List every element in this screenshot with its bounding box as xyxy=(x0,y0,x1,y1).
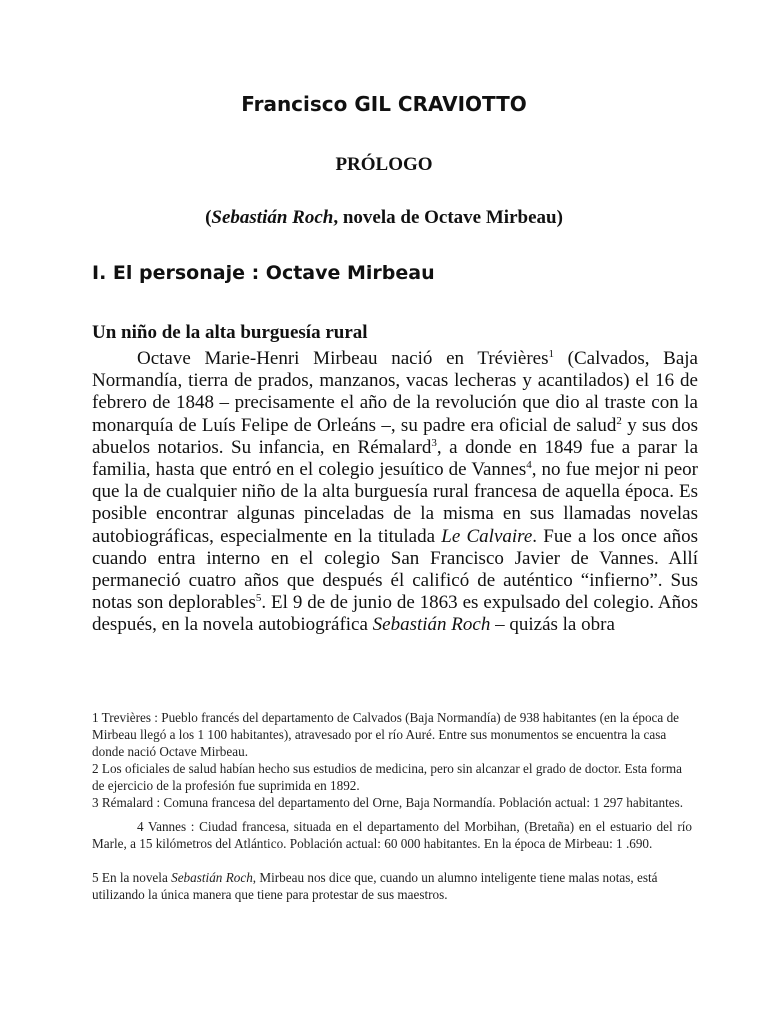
section-title: I. El personaje : Octave Mirbeau xyxy=(92,262,435,284)
body-text-run: Octave Marie-Henri Mirbeau nació en Trévières xyxy=(137,348,549,369)
footnote-2: 2 Los oficiales de salud habían hecho sus estudios de medicina, pero sin alcanzar el grado de doctor. Esta forma de ejercicio de la profesión fue suprimida en 1892. xyxy=(92,761,682,793)
italic-title-le-calvaire: Le Calvaire xyxy=(441,525,533,547)
subtitle-rest: , novela de Octave Mirbeau) xyxy=(333,207,563,228)
subtitle-novel-title: Sebastián Roch xyxy=(211,207,334,228)
footnote-ref-4[interactable]: 4 xyxy=(526,459,532,472)
subtitle-open-paren: ( xyxy=(205,207,212,228)
body-text-run: y sus dos abuelos notarios. Su infancia, en Rémalard xyxy=(92,414,699,458)
subsection-title: Un niño de la alta burguesía rural xyxy=(92,322,368,343)
footnote-ref-1[interactable]: 1 xyxy=(548,348,554,360)
footnotes xyxy=(92,709,692,903)
work-subtitle xyxy=(0,207,768,229)
footnote-5 xyxy=(92,869,692,903)
body-text-run: , no fue mejor ni peor que la de cualquier niño de la alta burguesía rural francesa de aquella época. Es posible encontrar algunas pinceladas de la misma en sus llamadas novelas autobiográficas, especialmente en la titulada xyxy=(92,459,698,547)
footnote-1: 1 Trevières : Pueblo francés del departamento de Calvados (Baja Normandía) de 938 habitantes (en la época de Mirbeau llegó a los 1 100 habitantes), atravesado por el río Auré. Entre sus monumentos se encuentra la casa donde nació Octave Mirbeau. xyxy=(92,710,680,759)
footnote-5-text: , Mirbeau nos dice que, cuando un alumno inteligente tiene malas notas, está utilizando la única manera que tiene para protestar de sus maestros. xyxy=(92,870,658,902)
footnote-5-text: 5 En la novela xyxy=(92,870,172,885)
body-text-run: – quizás la obra xyxy=(490,614,615,636)
body-text-run: , a donde en 1849 fue a parar la familia, hasta que entró en el colegio jesuítico de Vannes xyxy=(92,436,699,481)
body-text xyxy=(92,348,698,637)
body-paragraph xyxy=(92,348,698,637)
body-text-run: (Calvados, Baja Normandía, tierra de prados, manzanos, vacas lecheras y acantilados) el 16 de febrero de 1848 – precisamente el año de la revolución que dio al traste con la monarquía de Luís Felipe de Orleáns –, su padre era oficial de salud xyxy=(92,348,698,436)
footnote-3: 3 Rémalard : Comuna francesa del departamento del Orne, Baja Normandía. Población actual: 1 297 habitantes. xyxy=(92,795,684,810)
author-name: Francisco GIL CRAVIOTTO xyxy=(241,92,527,116)
footnote-ref-2[interactable]: 2 xyxy=(616,414,622,427)
footnote-ref-3[interactable]: 3 xyxy=(431,436,437,449)
body-text-run: . El 9 de de junio de 1863 es expulsado del colegio. Años después, en la novela autobiográfica xyxy=(92,592,699,636)
italic-title-sebastian-roch: Sebastián Roch xyxy=(372,614,491,636)
footnote-5-novel-title: Sebastián Roch xyxy=(171,870,253,885)
footnote-4: 4 Vannes : Ciudad francesa, situada en el departamento del Morbihan, (Bretaña) en el estuario del río Marle, a 15 kilómetros del Atlántico. Población actual: 60 000 habitantes. En la época de Mirbeau: 1 .690. xyxy=(92,819,692,851)
body-text-run: . Fue a los once años cuando entra interno en el colegio San Francisco Javier de Vannes. Allí permaneció cuatro años que después él calificó de auténtico “infierno”. Sus notas son deplorables xyxy=(92,525,698,614)
footnote-ref-5[interactable]: 5 xyxy=(255,592,262,605)
prologue-heading: PRÓLOGO xyxy=(335,154,433,175)
